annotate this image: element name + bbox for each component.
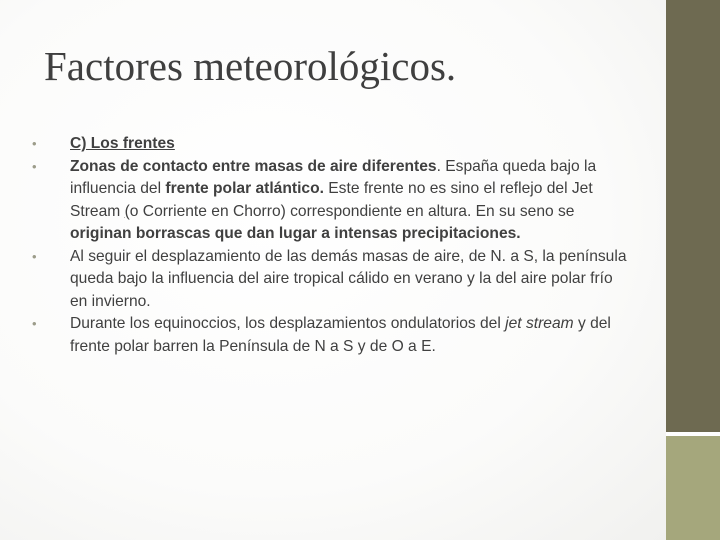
bullet-text: Durante los equinoccios, los desplazamientos ondulatorios del <box>70 315 506 332</box>
bullet-text: Al seguir el desplazamiento de las demás masas de aire, de N. a S, la península queda bajo la influencia del aire tropical cálido en verano y la del aire polar frío en invierno. <box>70 247 627 310</box>
slide-title: Factores meteorológicos. <box>44 43 457 89</box>
bullet-item-zonas-contacto <box>28 156 634 246</box>
sidebar-accent-light <box>666 436 720 540</box>
bullet-text-bold: Zonas de contacto entre masas de aire diferentes <box>70 157 437 175</box>
bullet-text: Este frente no es sino el reflejo del Jet Stream <box>70 180 593 220</box>
bullet-text-italic: jet stream <box>505 315 574 332</box>
bullet-item-desplazamiento <box>28 246 634 314</box>
bullet-heading: C) Los frentes <box>70 135 175 152</box>
bullet-text: y del frente polar barren la Península de N a S y de O a E. <box>70 315 611 355</box>
bullet-item-equinoccios <box>28 313 634 358</box>
bullet-text: . España queda bajo la influencia del <box>70 157 597 197</box>
bullet-text-bold: originan borrascas que dan lugar a intensas precipitaciones. <box>70 225 521 242</box>
bullet-text: o Corriente en Chorro) correspondiente en altura. En su seno se <box>129 202 575 220</box>
bullet-list <box>28 133 634 358</box>
bullet-text-underlined: ( <box>124 202 130 220</box>
bullet-text-bold: frente polar atlántico. <box>165 180 324 197</box>
bullet-item-frentes <box>28 133 634 156</box>
sidebar-accent-dark <box>666 0 720 432</box>
